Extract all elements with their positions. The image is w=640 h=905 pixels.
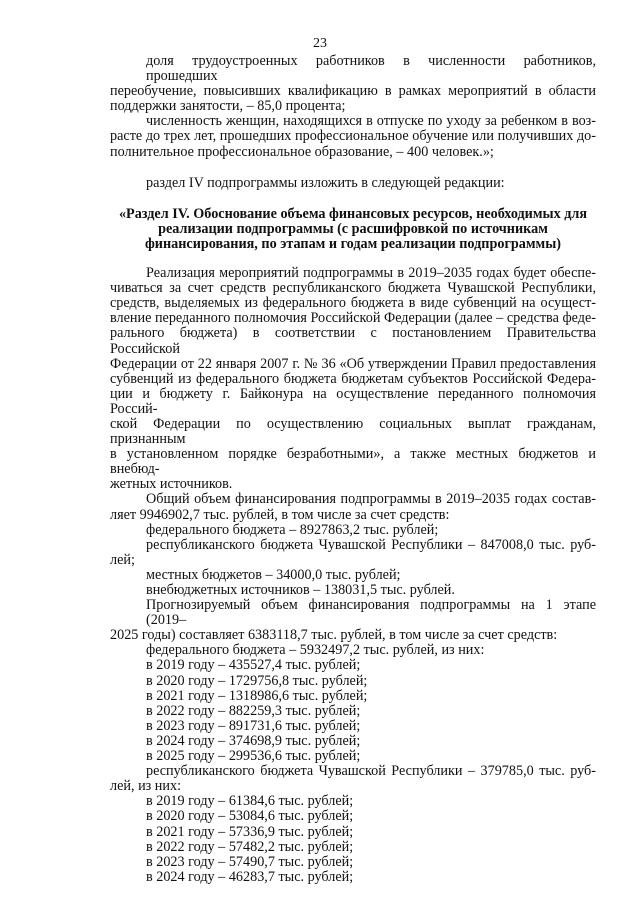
text-line: республиканского бюджета Чувашской Республики – 847008,0 тыс. руб- [146,536,596,553]
text-line: лей, из них: [110,778,182,795]
text-line: в 2019 году – 61384,6 тыс. рублей; [146,793,354,810]
text-line: жетных источников. [110,476,233,493]
text-line: в 2019 году – 435527,4 тыс. рублей; [146,657,361,674]
text-line: в 2021 году – 57336,9 тыс. рублей; [146,823,354,840]
page-number: 23 [313,36,327,51]
text-line: поддержки занятости, – 85,0 процента; [110,98,346,115]
text-line: в установленном порядке безработными», а также местных бюджетов и внебюд- [110,446,596,478]
heading-line: финансирования, по этапам и годам реализации подпрограммы) [144,235,561,252]
heading-line: реализации подпрограммы (с расшифровкой по источникам [158,220,548,237]
text-line: Реализация мероприятий подпрограммы в 2019–2035 годах будет обеспе- [146,265,596,282]
text-line: в 2020 году – 1729756,8 тыс. рублей; [146,672,368,689]
text-line: ции и бюджету г. Байконура на осуществление переданного полномочия Россий- [110,385,596,417]
section-intro: раздел IV подпрограммы изложить в следующей редакции: [146,174,505,191]
page-body [110,54,596,885]
section-heading [110,207,596,252]
text-line: в 2025 году – 299536,6 тыс. рублей; [146,748,361,765]
text-line: местных бюджетов – 34000,0 тыс. рублей; [146,566,401,583]
text-line: ской Федерации по осуществлению социальных выплат гражданам, признанным [110,415,596,448]
text-line: республиканского бюджета Чувашской Республики – 379785,0 тыс. руб- [146,763,596,780]
text-line: полнительное профессиональное образование, – 400 человек.»; [110,143,494,160]
text-line: лей; [110,551,135,568]
text-line: расте до трех лет, прошедших профессиональное обучение или получивших до- [110,128,596,145]
text-line: в 2023 году – 891731,6 тыс. рублей; [146,717,361,734]
text-line: в 2022 году – 57482,2 тыс. рублей; [146,838,354,855]
text-line: Федерации от 22 января 2007 г. № 36 «Об утверждении Правил предоставления [110,355,596,372]
text-line: средств, выделяемых из федерального бюджета в виде субвенций на осущест- [110,295,596,312]
main-paragraphs [110,266,596,885]
text-line: в 2021 году – 1318986,6 тыс. рублей; [146,687,368,704]
top-paragraphs [110,54,596,160]
text-line: федерального бюджета – 5932497,2 тыс. рублей, из них: [146,642,485,659]
text-line: переобучение, повысивших квалификацию в рамках мероприятий в области [110,83,596,100]
text-line: вление переданного полномочия Российской Федерации (далее – средства феде- [110,310,596,327]
text-line: в 2022 году – 882259,3 тыс. рублей; [146,702,361,719]
text-line: внебюджетных источников – 138031,5 тыс. рублей. [146,582,455,598]
text-line: в 2024 году – 46283,7 тыс. рублей; [146,868,354,885]
heading-line: «Раздел IV. Обоснование объема финансовых ресурсов, необходимых для [118,205,588,222]
text-line: ляет 9946902,7 тыс. рублей, в том числе за счет средств: [110,506,450,523]
text-line: 2025 годы) составляет 6383118,7 тыс. рублей, в том числе за счет средств: [110,627,558,644]
text-line: Общий объем финансирования подпрограммы в 2019–2035 годах состав- [146,491,596,508]
text-line: Прогнозируемый объем финансирования подпрограммы на 1 этапе (2019– [146,597,596,629]
text-line: в 2020 году – 53084,6 тыс. рублей; [146,808,354,825]
text-line: в 2023 году – 57490,7 тыс. рублей; [146,853,354,870]
text-line: численность женщин, находящихся в отпуске по уходу за ребенком в воз- [146,113,596,130]
text-line: в 2024 году – 374698,9 тыс. рублей; [146,732,361,749]
text-line: доля трудоустроенных работников в численности работников, прошедших [146,53,596,85]
text-line: субвенций из федерального бюджета бюджетам субъектов Российской Федера- [110,370,596,387]
text-line: чиваться за счет средств республиканского бюджета Чувашской Республики, [110,280,596,297]
text-line: рального бюджета) в соответствии с постановлением Правительства Российской [110,325,596,357]
text-line: федерального бюджета – 8927863,2 тыс. рублей; [146,521,439,538]
